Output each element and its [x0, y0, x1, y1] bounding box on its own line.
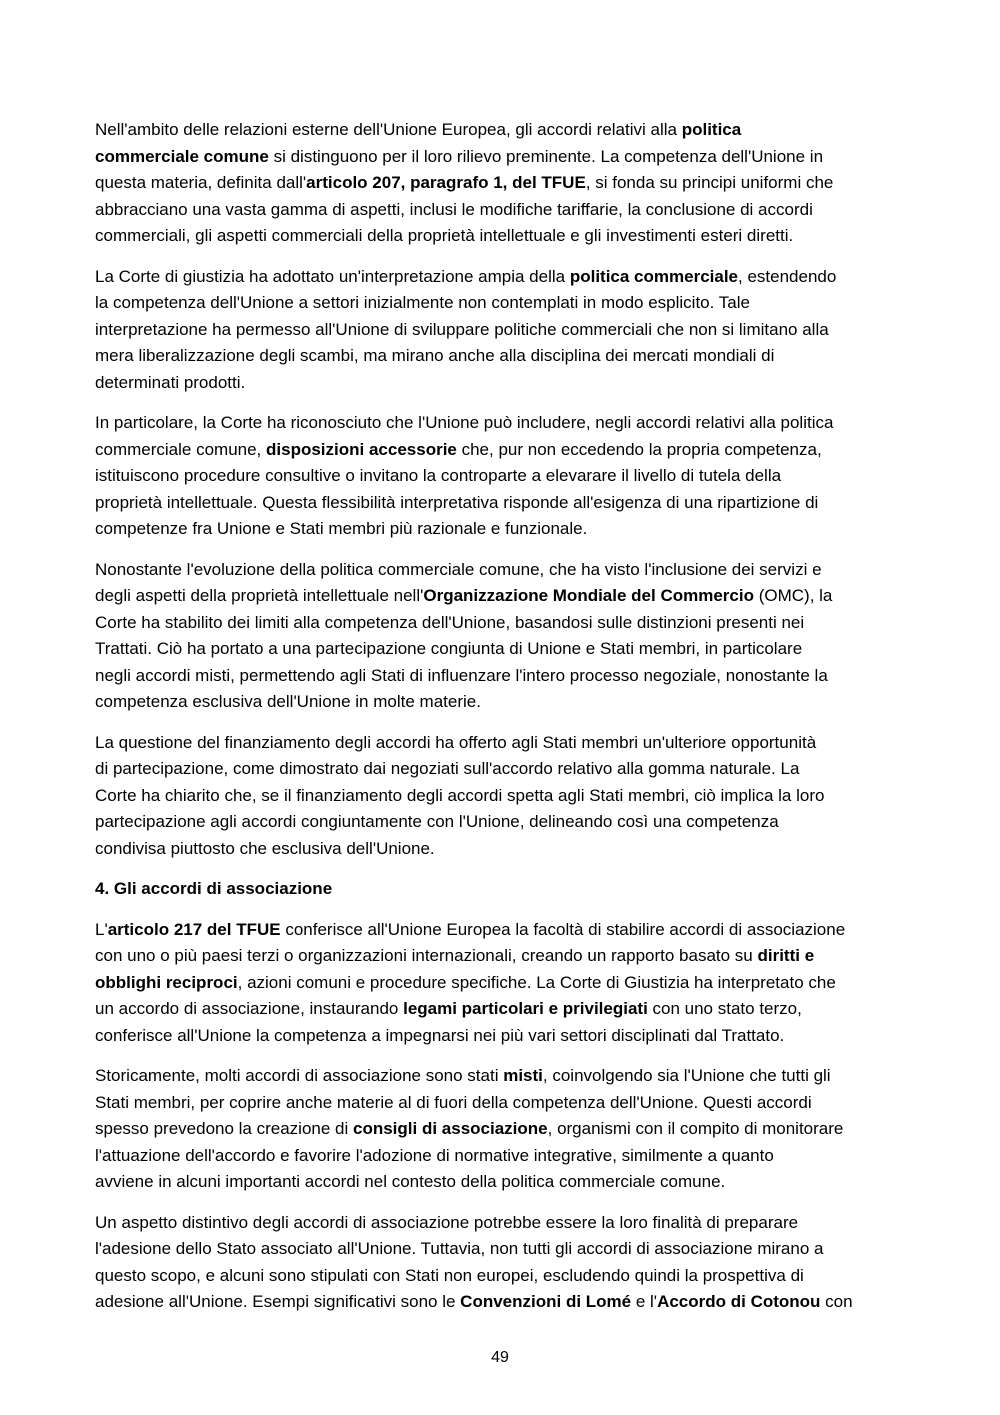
text-run: abbracciano una vasta gamma di aspetti, inclusi le modifiche tariffarie, la conclusione di accordi [95, 199, 813, 219]
text-line [95, 117, 905, 144]
paragraph [95, 1210, 905, 1316]
bold-text: commerciale comune [95, 146, 269, 166]
page-number: 49 [491, 1349, 509, 1366]
text-line [95, 1023, 905, 1050]
bold-text: misti [503, 1066, 543, 1085]
text-line [95, 290, 905, 317]
text-line [95, 1289, 905, 1316]
text-line [95, 197, 905, 224]
text-run: questa materia, definita dall' [95, 173, 307, 192]
text-line [95, 730, 905, 757]
paragraph [95, 1063, 905, 1196]
text-line [95, 917, 905, 944]
paragraph [95, 917, 905, 1050]
text-run: degli aspetti della proprietà intellettuale nell' [95, 586, 424, 605]
text-line [95, 317, 905, 344]
text-run: con uno stato terzo, [647, 999, 802, 1018]
text-run: commerciali, gli aspetti commerciali della proprietà intellettuale e gli investimenti esteri diretti. [95, 226, 794, 245]
text-line [95, 1143, 905, 1170]
text-line [95, 836, 905, 863]
text-run: adesione all'Unione. Esempi significativi sono le [95, 1292, 461, 1311]
text-run: conferisce all'Unione Europea la facoltà di stabilire accordi di associazione [280, 919, 846, 939]
text-run: Corte ha stabilito dei limiti alla competenza dell'Unione, basandosi sulle distinzioni presenti nei [95, 612, 805, 632]
text-run: Stati membri, per coprire anche materie al di fuori della competenza dell'Unione. Questi accordi [95, 1092, 812, 1112]
text-line [95, 264, 905, 291]
text-line [95, 437, 905, 464]
text-line [95, 689, 905, 716]
bold-text: 4. Gli accordi di associazione [95, 879, 333, 898]
document-body [95, 117, 905, 1330]
bold-text: obblighi reciproci [95, 972, 238, 992]
text-run: commerciale comune, [95, 439, 267, 459]
text-line [95, 144, 905, 171]
text-line [95, 783, 905, 810]
text-line [95, 1263, 905, 1290]
text-run: Corte ha chiarito che, se il finanziamento degli accordi spetta agli Stati membri, ciò implica la loro [95, 785, 825, 805]
text-run: Storicamente, molti accordi di associazione sono stati [95, 1066, 504, 1085]
text-run: (OMC), la [753, 586, 833, 605]
text-line [95, 223, 905, 250]
text-run: l'adesione dello Stato associato all'Unione. Tuttavia, non tutti gli accordi di associazione mirano a [95, 1239, 824, 1258]
bold-text: articolo 217 del TFUE [107, 919, 281, 939]
text-line [95, 343, 905, 370]
text-run: partecipazione agli accordi congiuntamente con l'Unione, delineando così una competenza [95, 812, 779, 831]
text-line [95, 756, 905, 783]
text-run: Trattati. Ciò ha portato a una partecipazione congiunta di Unione e Stati membri, in particolare [95, 639, 803, 658]
text-run: competenze fra Unione e Stati membri più razionale e funzionale. [95, 519, 588, 538]
bold-text: legami particolari e privilegiati [403, 999, 648, 1018]
text-line [95, 370, 905, 397]
text-line [95, 943, 905, 970]
text-run: , coinvolgendo sia l'Unione che tutti gli [542, 1066, 831, 1085]
text-line [95, 410, 905, 437]
text-run: condivisa piuttosto che esclusiva dell'Unione. [95, 838, 435, 858]
text-run: L' [95, 919, 108, 939]
text-run: , azioni comuni e procedure specifiche. La Corte di Giustizia ha interpretato che [237, 972, 836, 992]
bold-text: Organizzazione Mondiale del Commercio [423, 586, 754, 605]
bold-text: politica commerciale [569, 266, 739, 286]
text-run: con [820, 1292, 853, 1311]
text-line [95, 636, 905, 663]
text-line [95, 610, 905, 637]
text-run: questo scopo, e alcuni sono stipulati con Stati non europei, escludendo quindi la prospettiva di [95, 1265, 804, 1285]
text-run: mera liberalizzazione degli scambi, ma mirano anche alla disciplina dei mercati mondiali di [95, 346, 775, 365]
text-run: interpretazione ha permesso all'Unione di sviluppare politiche commerciali che non si limitano alla [95, 319, 829, 339]
text-run: la competenza dell'Unione a settori inizialmente non contemplati in modo esplicito. Tale [95, 293, 750, 312]
text-run: determinati prodotti. [95, 372, 246, 392]
text-line [95, 490, 905, 517]
text-run: e l' [631, 1292, 658, 1311]
text-run: l'attuazione dell'accordo e favorire l'adozione di normative integrative, similmente a quanto [95, 1145, 774, 1165]
text-run: avviene in alcuni importanti accordi nel contesto della politica commerciale comune. [95, 1172, 726, 1191]
text-line [95, 809, 905, 836]
bold-text: Convenzioni di Lomé [460, 1292, 632, 1311]
text-run: competenza esclusiva dell'Unione in molte materie. [95, 692, 481, 711]
text-line [95, 876, 905, 903]
paragraph [95, 730, 905, 863]
text-run: La Corte di giustizia ha adottato un'interpretazione ampia della [95, 266, 570, 286]
text-line [95, 583, 905, 610]
text-line [95, 463, 905, 490]
text-run: di partecipazione, come dimostrato dai negoziati sull'accordo relativo alla gomma naturale. La [95, 759, 800, 778]
bold-text: articolo 207, paragrafo 1, del TFUE [306, 173, 586, 192]
bold-text: disposizioni accessorie [266, 439, 457, 459]
text-run: spesso prevedono la creazione di [95, 1119, 353, 1138]
text-run: negli accordi misti, permettendo agli Stati di influenzare l'intero processo negoziale, nonostante la [95, 665, 828, 685]
text-line [95, 996, 905, 1023]
bold-text: diritti e [757, 946, 815, 965]
text-line [95, 557, 905, 584]
text-line [95, 1236, 905, 1263]
paragraph [95, 557, 905, 716]
text-line [95, 1210, 905, 1237]
text-line [95, 1169, 905, 1196]
text-run: un accordo di associazione, instaurando [95, 999, 404, 1018]
text-run: si distinguono per il loro rilievo preminente. La competenza dell'Unione in [268, 146, 824, 166]
text-run: , estendendo [738, 266, 837, 286]
text-run: che, pur non eccedendo la propria competenza, [456, 439, 822, 459]
text-run: , organismi con il compito di monitorare [547, 1119, 844, 1138]
text-run: Nell'ambito delle relazioni esterne dell'Unione Europea, gli accordi relativi alla [95, 120, 682, 139]
text-run: Un aspetto distintivo degli accordi di associazione potrebbe essere la loro finalità di preparare [95, 1212, 799, 1232]
text-run: , si fonda su principi uniformi che [585, 173, 834, 192]
text-run: conferisce all'Unione la competenza a impegnarsi nei più vari settori disciplinati dal Trattato. [95, 1025, 785, 1045]
text-run: istituiscono procedure consultive o invitano la controparte a elevarare il livello di tutela della [95, 466, 782, 485]
paragraph [95, 117, 905, 250]
text-line [95, 663, 905, 690]
text-run: proprietà intellettuale. Questa flessibilità interpretativa risponde all'esigenza di una ripartizione di [95, 492, 819, 512]
bold-text: consigli di associazione [353, 1119, 548, 1138]
text-line [95, 970, 905, 997]
text-line [95, 1090, 905, 1117]
text-run: La questione del finanziamento degli accordi ha offerto agli Stati membri un'ulteriore opportunità [95, 732, 817, 752]
text-run: con uno o più paesi terzi o organizzazioni internazionali, creando un rapporto basato su [95, 946, 758, 965]
text-line [95, 1063, 905, 1090]
bold-text: politica [681, 120, 742, 139]
bold-text: Accordo di Cotonou [657, 1292, 821, 1311]
text-line [95, 170, 905, 197]
text-run: In particolare, la Corte ha riconosciuto che l'Unione può includere, negli accordi relativi alla politica [95, 413, 834, 432]
paragraph [95, 264, 905, 397]
text-line [95, 1116, 905, 1143]
paragraph [95, 410, 905, 543]
section-heading [95, 876, 905, 903]
text-line [95, 516, 905, 543]
text-run: Nonostante l'evoluzione della politica commerciale comune, che ha visto l'inclusione dei servizi e [95, 559, 822, 579]
